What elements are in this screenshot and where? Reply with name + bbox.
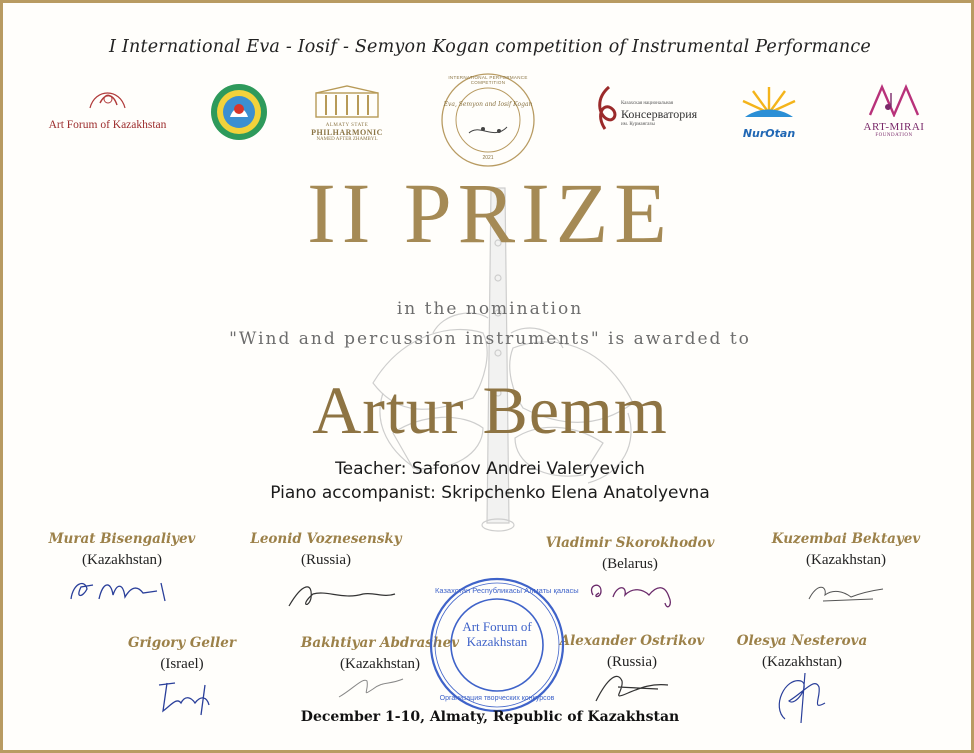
kogan-year: 2021 [482, 155, 494, 161]
juror-name: Grigory Geller [128, 635, 236, 651]
nur-otan-logo [738, 85, 800, 143]
conservatory-logo [591, 85, 701, 140]
almaty-emblem-logo [208, 83, 270, 141]
philharmonic-building-icon [312, 85, 382, 119]
nomination-line2: "Wind and percussion instruments" is awarded to [229, 329, 751, 349]
art-mirai-sub: FOUNDATION [875, 133, 913, 138]
juror-name: Bakhtiyar Abdrashev [300, 635, 460, 651]
teacher-line: Teacher: Safonov Andrei Valeryevich [335, 459, 645, 479]
art-forum-logo [45, 83, 170, 133]
nur-otan-label: NurOtan [742, 127, 796, 140]
juror-name: Vladimir Skorokhodov [545, 535, 715, 551]
conservatory-sub: им. Курмангазы [621, 122, 655, 127]
juror-country: (Belarus) [602, 556, 658, 572]
stamp-arc-bottom: Организация творческих конкурсов [439, 695, 555, 702]
juror-8 [687, 633, 917, 671]
art-mirai-logo [858, 83, 930, 141]
art-mirai-emblem-icon [866, 83, 922, 117]
juror-name: Olesya Nesterova [736, 633, 868, 649]
nomination-line1: in the nomination [396, 299, 584, 319]
juror-country: (Kazakhstan) [82, 552, 162, 568]
juror-country: (Russia) [301, 552, 351, 568]
stamp-center-text: Art Forum of Kazakhstan [462, 619, 532, 649]
juror-name: Leonid Voznesensky [250, 531, 402, 547]
conservatory-main: Консерватория [621, 107, 698, 121]
juror-country: (Russia) [607, 654, 657, 670]
juror-country: (Kazakhstan) [762, 654, 842, 670]
kogan-center-text: Eva, Semyon and Iosif Kogan [443, 101, 533, 108]
art-forum-emblem-icon [45, 83, 170, 113]
prize-title: II PRIZE [307, 165, 673, 261]
juror-name: Murat Bisengaliyev [48, 531, 196, 547]
juror-5 [67, 635, 297, 673]
signature-3 [583, 575, 693, 615]
philharmonic-logo [308, 85, 386, 143]
piano-accompanist-line: Piano accompanist: Skripchenko Elena Anatolyevna [270, 483, 710, 503]
art-mirai-label: ART-MIRAI [863, 121, 925, 133]
philharmonic-line3: NAMED AFTER ZHAMBYL [316, 137, 378, 142]
juror-3 [515, 535, 745, 573]
signature-2 [283, 578, 403, 612]
juror-name: Alexander Ostrikov [559, 633, 705, 649]
signature-1 [65, 573, 185, 607]
stamp-arc-top: Казахстан Республикасы Алматы қаласы [435, 586, 579, 595]
competition-title: I International Eva - Iosif - Semyon Kogan competition of Instrumental Performance [109, 37, 871, 57]
winner-name: Artur Bemm [312, 372, 668, 448]
art-forum-label: Art Forum of Kazakhstan [48, 119, 167, 131]
kogan-arc-text: INTERNATIONAL PERFORMANCE COMPETITION [448, 75, 528, 85]
juror-country: (Kazakhstan) [806, 552, 886, 568]
philharmonic-line2: PHILHARMONIC [311, 128, 383, 137]
signature-6 [333, 671, 413, 701]
conservatory-clef-icon [591, 85, 621, 133]
almaty-emblem-icon [208, 83, 270, 141]
juror-country: (Kazakhstan) [340, 656, 420, 672]
juror-4 [731, 531, 961, 569]
juror-name: Kuzembai Bektayev [771, 531, 921, 547]
event-date-location: December 1-10, Almaty, Republic of Kazakhstan [300, 709, 680, 725]
nur-otan-sun-icon [739, 85, 799, 123]
kogan-competition-logo [439, 71, 537, 169]
juror-country: (Israel) [160, 656, 204, 672]
juror-2 [211, 531, 441, 569]
official-stamp [427, 575, 579, 715]
conservatory-small: Казахская национальная [621, 101, 674, 106]
juror-1 [7, 531, 237, 569]
signature-4 [803, 577, 893, 607]
philharmonic-line1: ALMATY STATE [325, 123, 369, 128]
signature-7 [588, 667, 678, 707]
